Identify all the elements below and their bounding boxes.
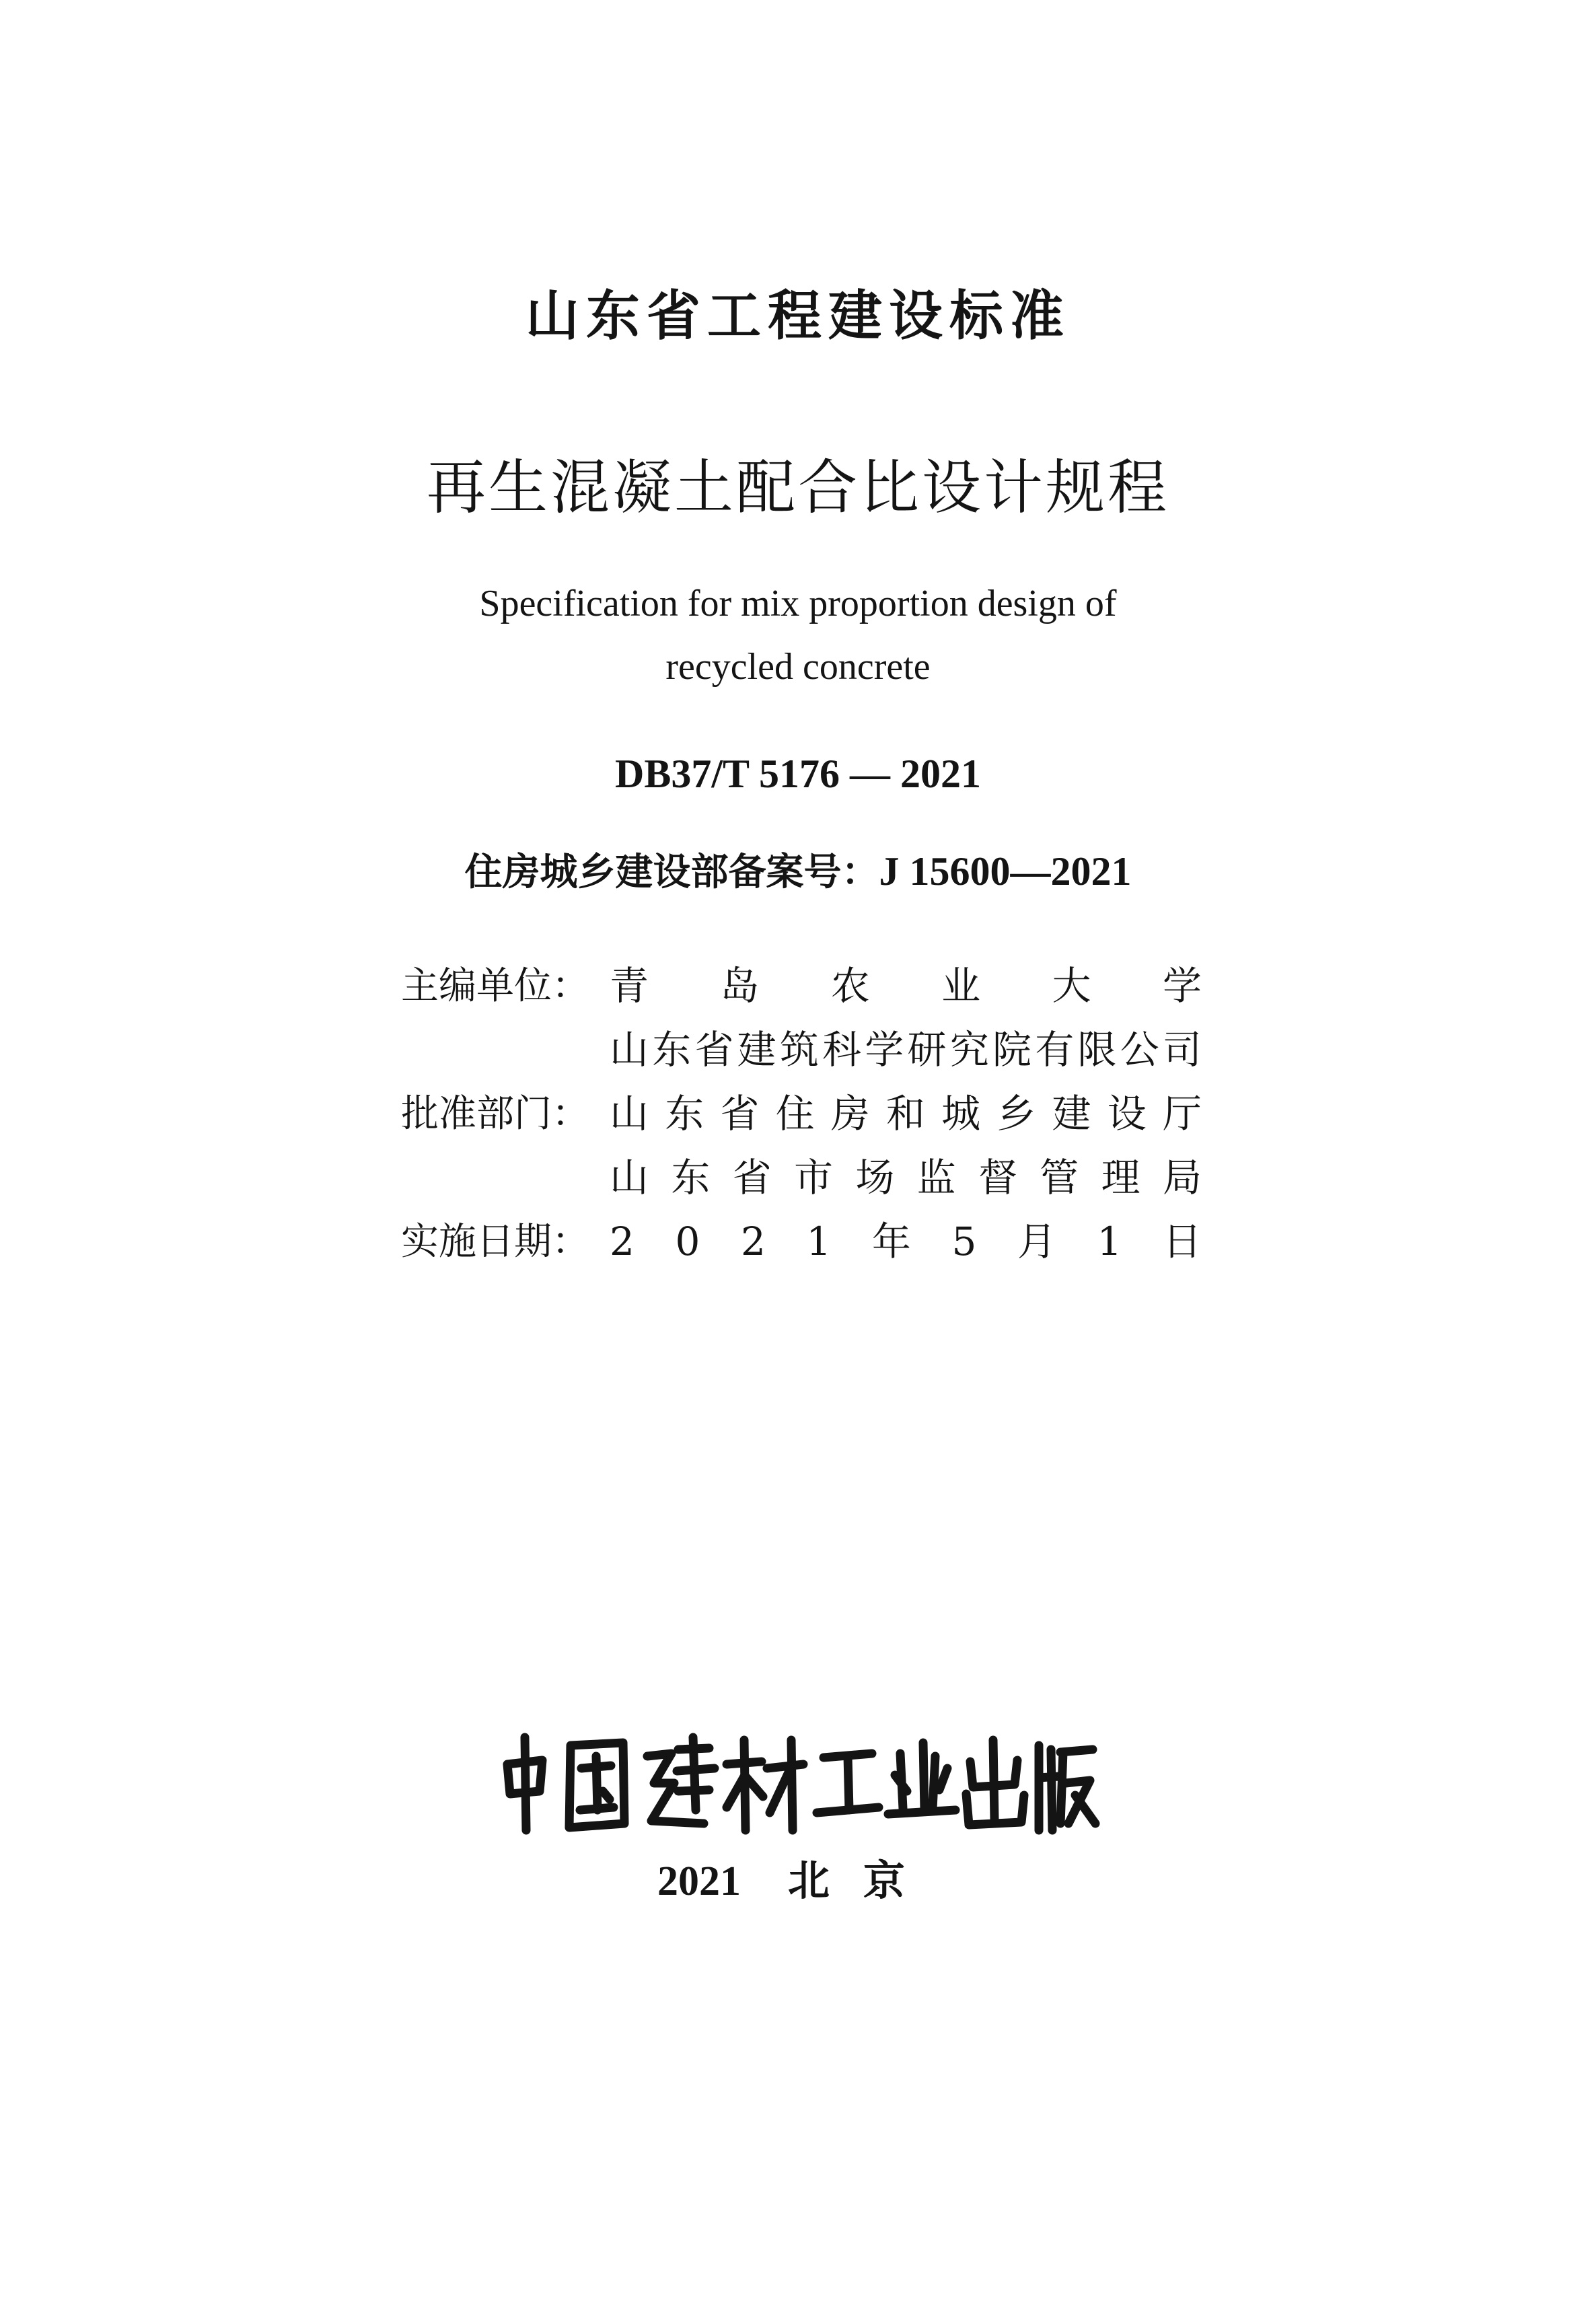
value-char: 省 bbox=[694, 1027, 734, 1073]
series-title: 山东省工程建设标准 bbox=[525, 285, 1071, 347]
value-char: 设 bbox=[1107, 1091, 1147, 1136]
english-title-line-2: recycled concrete bbox=[665, 646, 931, 688]
value-char: 业 bbox=[941, 963, 981, 1009]
value-char: 5 bbox=[951, 1219, 977, 1264]
value-char: 山 bbox=[610, 1091, 649, 1136]
value-char: 司 bbox=[1162, 1027, 1202, 1073]
value-char: 1 bbox=[1097, 1219, 1122, 1264]
value-char: 山 bbox=[610, 1155, 649, 1200]
approver-primary bbox=[610, 1082, 1202, 1146]
editors-row bbox=[401, 954, 1202, 1018]
record-code: J 15600—2021 bbox=[879, 849, 1132, 894]
editor-secondary bbox=[610, 1018, 1202, 1082]
value-char: 局 bbox=[1162, 1155, 1202, 1200]
value-char: 乡 bbox=[996, 1091, 1036, 1136]
value-char: 山 bbox=[610, 1027, 649, 1073]
value-char: 东 bbox=[665, 1091, 704, 1136]
value-char: 厅 bbox=[1162, 1091, 1202, 1136]
value-char: 限 bbox=[1077, 1027, 1117, 1073]
record-label: 住房城乡建设部备案号： bbox=[464, 851, 879, 894]
place-year bbox=[0, 1850, 1596, 1912]
approvers-row bbox=[401, 1082, 1202, 1146]
value-char: 省 bbox=[732, 1155, 772, 1200]
value-char: 1 bbox=[806, 1219, 832, 1264]
value-char: 住 bbox=[775, 1091, 815, 1136]
approvers-row-2 bbox=[401, 1146, 1202, 1210]
value-char: 究 bbox=[949, 1027, 989, 1073]
publisher-logo bbox=[0, 1729, 1596, 1837]
value-char: 2 bbox=[740, 1219, 766, 1264]
value-char: 筑 bbox=[779, 1027, 819, 1073]
value-char: 月 bbox=[1017, 1219, 1056, 1264]
value-char: 房 bbox=[830, 1091, 870, 1136]
value-char: 日 bbox=[1162, 1219, 1202, 1264]
value-char: 建 bbox=[737, 1027, 776, 1073]
value-char: 管 bbox=[1040, 1155, 1079, 1200]
publish-city: 北京 bbox=[787, 1856, 939, 1905]
value-char: 东 bbox=[671, 1155, 711, 1200]
effective-date-label: 实施日期： bbox=[401, 1220, 589, 1264]
value-char: 公 bbox=[1120, 1027, 1159, 1073]
value-char: 0 bbox=[675, 1219, 700, 1264]
value-char: 城 bbox=[941, 1091, 981, 1136]
value-char: 有 bbox=[1035, 1027, 1075, 1073]
editors-label: 主编单位： bbox=[401, 964, 589, 1008]
value-char: 建 bbox=[1052, 1091, 1091, 1136]
value-char: 年 bbox=[871, 1219, 911, 1264]
value-char: 大 bbox=[1052, 963, 1091, 1009]
value-char: 省 bbox=[720, 1091, 760, 1136]
editors-row-2 bbox=[401, 1018, 1202, 1082]
standard-number: DB37/T 5176 — 2021 bbox=[615, 752, 981, 796]
value-char: 监 bbox=[916, 1155, 956, 1200]
value-char: 市 bbox=[793, 1155, 833, 1200]
value-char: 东 bbox=[652, 1027, 692, 1073]
approver-secondary bbox=[610, 1146, 1202, 1210]
value-char: 场 bbox=[855, 1155, 895, 1200]
value-char: 2 bbox=[610, 1219, 634, 1264]
main-title: 再生混凝土配合比设计规程 bbox=[426, 453, 1169, 522]
publisher-calligraphy-logo bbox=[495, 1729, 1101, 1837]
english-title-line-1: Specification for mix proportion design of bbox=[479, 583, 1117, 624]
value-char: 学 bbox=[1162, 963, 1202, 1009]
publish-year: 2021 bbox=[657, 1858, 741, 1904]
editor-primary bbox=[610, 954, 1202, 1018]
value-char: 学 bbox=[865, 1027, 904, 1073]
effective-date-value bbox=[610, 1210, 1202, 1274]
info-block bbox=[401, 954, 1202, 1274]
value-char: 农 bbox=[830, 963, 870, 1009]
approvers-label: 批准部门： bbox=[401, 1092, 589, 1136]
effective-date-row bbox=[401, 1210, 1202, 1274]
value-char: 督 bbox=[978, 1155, 1017, 1200]
value-char: 科 bbox=[822, 1027, 862, 1073]
english-title bbox=[0, 572, 1596, 698]
value-char: 院 bbox=[992, 1027, 1031, 1073]
value-char: 岛 bbox=[720, 963, 760, 1009]
value-char: 研 bbox=[907, 1027, 947, 1073]
value-char: 青 bbox=[610, 963, 649, 1009]
value-char: 和 bbox=[885, 1091, 925, 1136]
value-char: 理 bbox=[1101, 1155, 1140, 1200]
record-number bbox=[0, 844, 1596, 900]
